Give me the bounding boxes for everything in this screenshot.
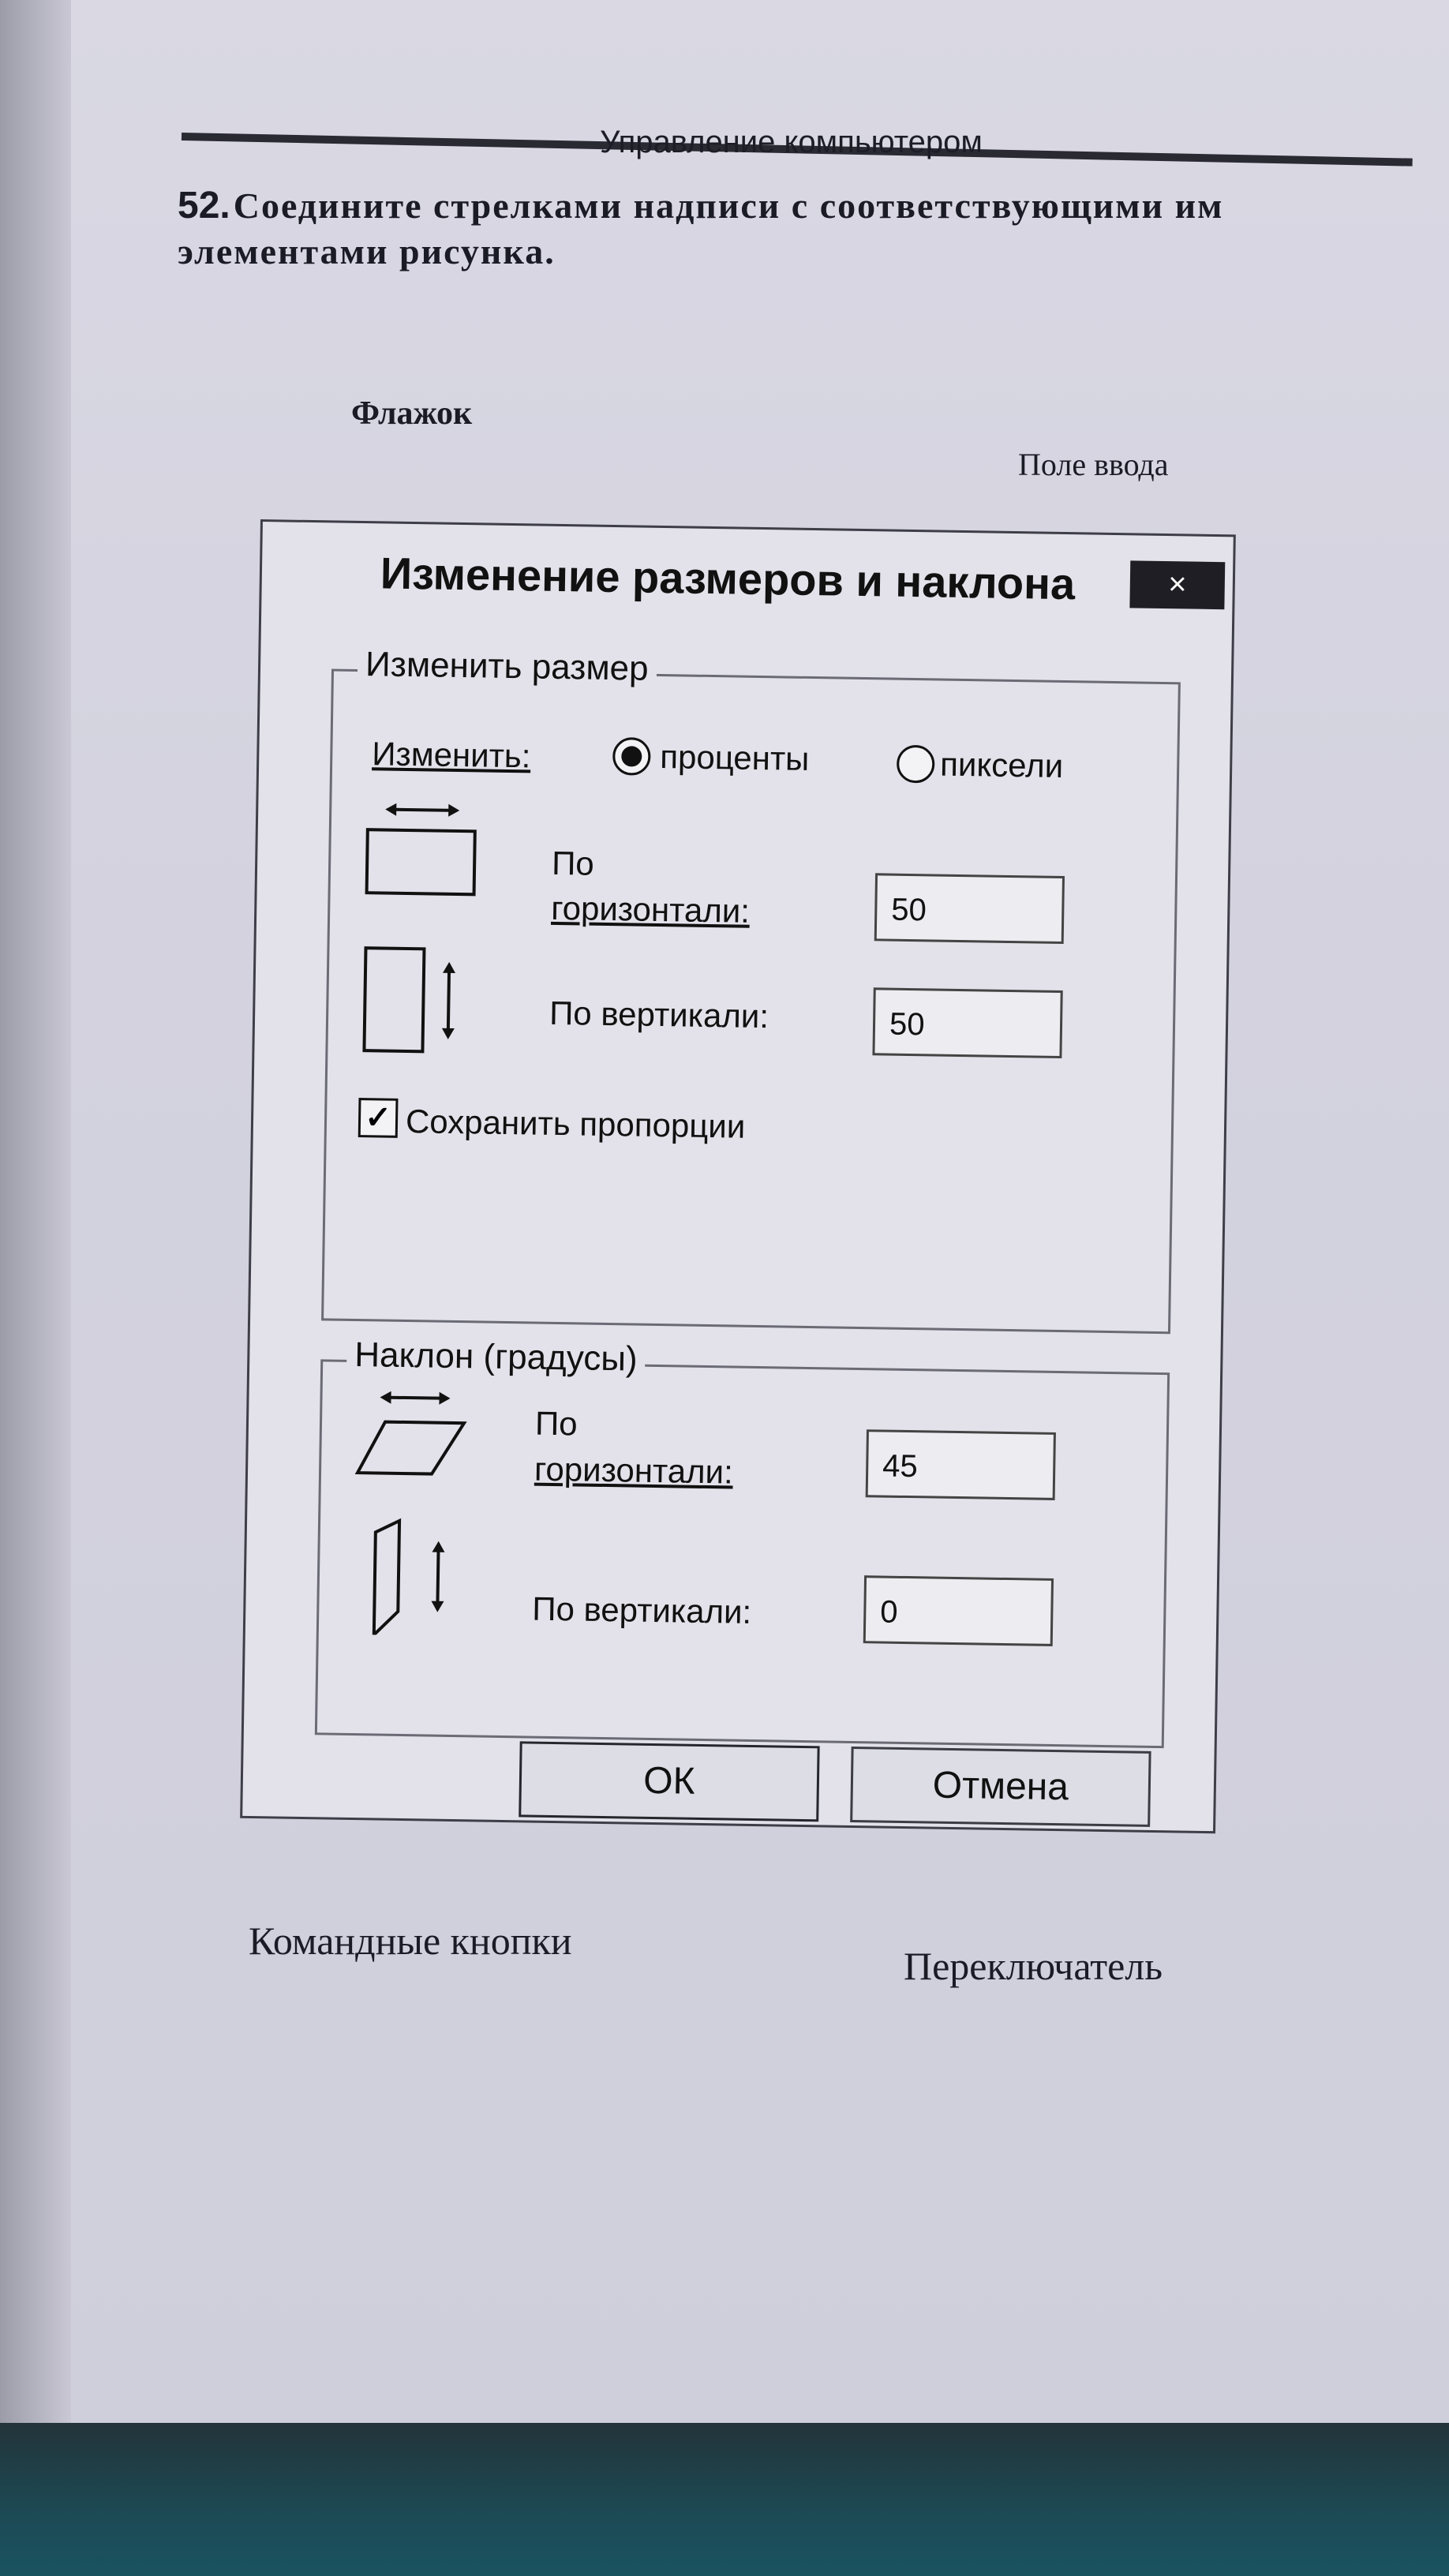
skew-vertical-label: По вертикали: [531,1589,752,1631]
label-input-field: Поле ввода [1018,447,1169,482]
keep-proportions-checkbox[interactable]: ✓ [358,1098,399,1138]
skew-horizontal-input[interactable]: 45 [866,1429,1056,1500]
close-button[interactable]: × [1129,560,1225,609]
label-checkbox: Флажок [351,395,473,432]
radio-pixels-label: пиксели [939,745,1064,785]
resize-skew-dialog [240,519,1236,1833]
resize-horizontal-label-2: горизонтали: [550,889,751,930]
skew-group [315,1335,1170,1748]
running-head: Управление компьютером [600,125,983,159]
background-surface [0,2423,1449,2576]
change-label: Изменить: [371,735,531,775]
label-command-buttons: Командные кнопки [249,1919,572,1963]
skew-horizontal-label-1: По [534,1404,578,1443]
resize-group-title: Изменить размер [358,645,657,689]
resize-group [321,645,1181,1334]
task-statement [178,183,1409,274]
task-number: 52. [178,185,230,227]
ok-button[interactable]: ОК [519,1741,819,1822]
task-text: Соедините стрелками надписи с соответствующими им элементами рисунка. [178,185,1224,271]
radio-percent-label: проценты [659,737,810,777]
resize-vertical-icon [359,940,479,1060]
radio-pixels[interactable] [897,745,935,784]
resize-vertical-input[interactable]: 50 [872,987,1062,1058]
page-edge [0,0,71,2423]
label-switch: Переключатель [904,1944,1163,1988]
radio-percent[interactable] [612,737,651,776]
skew-horizontal-label-2: горизонтали: [534,1450,734,1491]
dialog-title: Изменение размеров и наклона [380,548,1076,609]
resize-horizontal-label-1: По [551,844,595,882]
resize-horizontal-icon [361,798,481,902]
resize-vertical-label: По вертикали: [549,994,769,1035]
skew-vertical-input[interactable]: 0 [863,1575,1054,1646]
keep-proportions-label: Сохранить пропорции [405,1102,746,1145]
skew-vertical-icon [358,1516,478,1636]
resize-horizontal-input[interactable]: 50 [874,873,1065,944]
cancel-button[interactable]: Отмена [850,1747,1151,1827]
skew-horizontal-icon [353,1386,473,1490]
skew-group-title: Наклон (градусы) [346,1335,646,1380]
